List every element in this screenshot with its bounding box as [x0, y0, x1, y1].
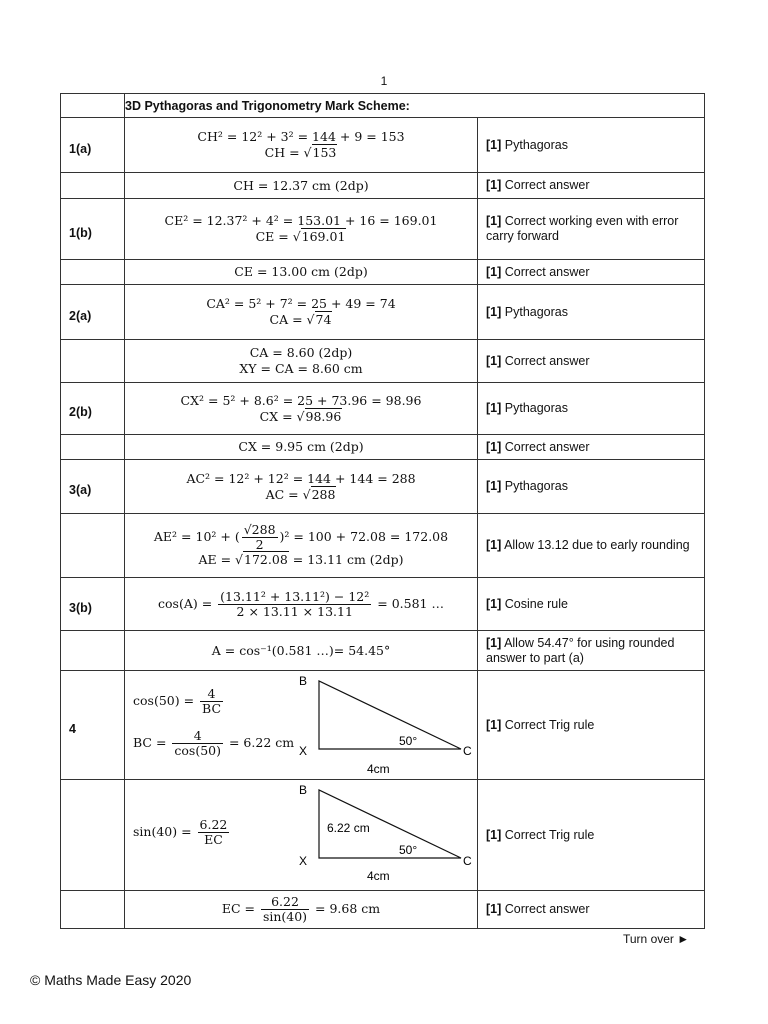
mark-cell: [1] Pythagoras	[478, 460, 705, 514]
mark-cell: [1] Correct answer	[478, 260, 705, 285]
mark-cell: [1] Allow 54.47° for using rounded answer to part (a)	[478, 631, 705, 671]
mark-cell: [1] Correct answer	[478, 340, 705, 383]
base-label: 4cm	[367, 762, 390, 776]
table-row	[61, 631, 705, 671]
question-number: 4	[61, 671, 125, 780]
question-number: 2(b)	[61, 383, 125, 435]
working: AC² = 12² + 12² = 144 + 144 = 288 AC = √288	[125, 460, 478, 514]
vertex-label-x: X	[299, 854, 308, 868]
table-row	[61, 260, 705, 285]
table-row	[61, 118, 705, 173]
vertex-label-x: X	[299, 744, 308, 758]
question-number: 1(a)	[61, 118, 125, 173]
table-row	[61, 383, 705, 435]
working: CH² = 12² + 3² = 144 + 9 = 153 CH = √153	[125, 118, 478, 173]
working: AE² = 10² + ( $\frac{√288}{2}$ )² = 100 + 72.08 = 172.08 AE = √172.08 = 13.11 cm (2dp)	[125, 514, 478, 578]
mark-cell: [1] Correct working even with error carry forward	[478, 199, 705, 260]
vertex-label-b: B	[299, 674, 308, 688]
working: CA² = 5² + 7² = 25 + 49 = 74 CA = √74	[125, 285, 478, 340]
table-row	[61, 891, 705, 929]
copyright-notice: © Maths Made Easy 2020	[30, 972, 192, 988]
working: cos(A) = $\frac{\text{(13.11² + 13.11²) − 12²}}{2 \times 13.11 \times 13.11}$ = 0.581 …	[125, 578, 478, 631]
question-number: 3(b)	[61, 578, 125, 631]
question-number: 3(a)	[61, 460, 125, 514]
vertex-label-c: C	[463, 854, 472, 868]
table-row	[61, 780, 705, 891]
working: CE² = 12.37² + 4² = 153.01 + 16 = 169.01 CE = √169.01	[125, 199, 478, 260]
answer: CA = 8.60 (2dp) XY = CA = 8.60 cm	[125, 340, 478, 383]
mark-cell: [1] Correct Trig rule	[478, 671, 705, 780]
table-row	[61, 173, 705, 199]
working: sin(40) = $\frac{6.22}{EC}$ B X C 6.22 cm 50° 4cm	[125, 780, 478, 891]
table-row	[61, 578, 705, 631]
question-number: 1(b)	[61, 199, 125, 260]
mark-cell: [1] Correct Trig rule	[478, 780, 705, 891]
hypotenuse-label: 6.22 cm	[327, 821, 370, 835]
turn-over-label: Turn over ►	[623, 932, 690, 946]
vertex-label-c: C	[463, 744, 472, 758]
table-row	[61, 435, 705, 460]
triangle	[319, 681, 461, 749]
question-number: 2(a)	[61, 285, 125, 340]
answer: EC = $\frac{6.22}{\sin(40)}$ = 9.68 cm	[125, 891, 478, 929]
mark-cell: [1] Pythagoras	[478, 285, 705, 340]
page-number: 1	[380, 74, 388, 88]
answer: CE = 13.00 cm (2dp)	[125, 260, 478, 285]
base-label: 4cm	[367, 869, 390, 883]
triangle-diagram	[285, 780, 475, 890]
mark-cell: [1] Pythagoras	[478, 383, 705, 435]
table-row	[61, 199, 705, 260]
page-title: 3D Pythagoras and Trigonometry Mark Scheme:	[125, 94, 705, 118]
triangle-diagram	[285, 671, 475, 779]
table-row	[61, 671, 705, 780]
working: CX² = 5² + 8.6² = 25 + 73.96 = 98.96 CX = √98.96	[125, 383, 478, 435]
table-header-row	[61, 94, 705, 118]
vertex-label-b: B	[299, 783, 308, 797]
table-row	[61, 460, 705, 514]
mark-cell: [1] Correct answer	[478, 435, 705, 460]
table-row	[61, 514, 705, 578]
mark-cell: [1] Correct answer	[478, 173, 705, 199]
answer: CH = 12.37 cm (2dp)	[125, 173, 478, 199]
answer: A = cos⁻¹(0.581 …)= 54.45°	[125, 631, 478, 671]
mark-cell: [1] Allow 13.12 due to early rounding	[478, 514, 705, 578]
answer: CX = 9.95 cm (2dp)	[125, 435, 478, 460]
mark-cell: [1] Cosine rule	[478, 578, 705, 631]
angle-label: 50°	[399, 843, 418, 857]
working: cos(50) = $\frac{4}{BC}$ BC = $\frac{4}{\cos(50)}$ = 6.22 cm B X C 50° 4cm	[125, 671, 478, 780]
mark-cell: [1] Pythagoras	[478, 118, 705, 173]
table-row	[61, 285, 705, 340]
angle-label: 50°	[399, 734, 418, 748]
table-row	[61, 340, 705, 383]
mark-scheme-table	[60, 93, 705, 929]
mark-cell: [1] Correct answer	[478, 891, 705, 929]
